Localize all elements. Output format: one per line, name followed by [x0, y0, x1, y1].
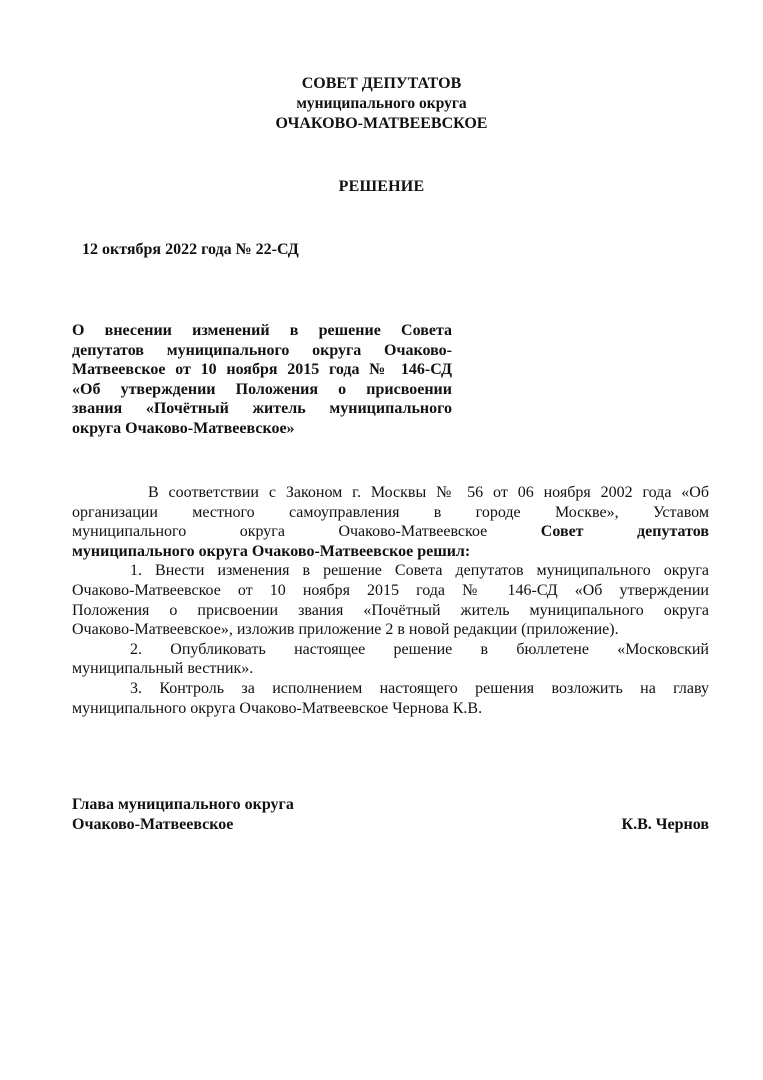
signatory-name: К.В. Чернов: [621, 816, 709, 833]
document-type: РЕШЕНИЕ: [338, 178, 425, 195]
subject-line: «Об утверждении Положения о присвоении: [72, 380, 452, 398]
item1-line: Очаково-Матвеевское», изложив приложение 2 в новой редакции (приложение).: [72, 621, 619, 639]
item1-line: Положения о присвоении звания «Почётный житель муниципального округа: [72, 601, 709, 619]
item1-line: 1. Внести изменения в решение Совета депутатов муниципального округа: [130, 562, 709, 580]
preamble-line: В соответствии с Законом г. Москвы № 56 от 06 ноября 2002 года «Об: [148, 484, 709, 501]
item2-line: муниципальный вестник».: [72, 660, 254, 678]
district-name: ОЧАКОВО-МАТВЕЕВСКОЕ: [275, 115, 488, 132]
subject-line: звания «Почётный житель муниципального: [72, 400, 452, 417]
item1-line: Очаково-Матвеевское от 10 ноября 2015 года № 146-СД «Об утверждении: [72, 581, 709, 599]
subject-line: депутатов муниципального округа Очаково-: [72, 341, 452, 359]
subject-line: округа Очаково-Матвеевское»: [72, 419, 295, 437]
district-subtitle: муниципального округа: [296, 95, 467, 112]
preamble-bold-text: Совет депутатов: [540, 523, 709, 541]
subject-line: О внесении изменений в решение Совета: [72, 322, 452, 339]
preamble-line: организации местного самоуправления в городе Москве», Уставом: [72, 503, 709, 521]
preamble-line: [72, 522, 709, 542]
preamble-line: [72, 542, 709, 562]
item3-line: муниципального округа Очаково-Матвеевское Чернова К.В.: [72, 699, 483, 717]
signatory-position: Глава муниципального округа: [72, 796, 294, 813]
decision-subject: [72, 321, 452, 438]
council-title: СОВЕТ ДЕПУТАТОВ: [301, 75, 462, 92]
document-header: [0, 74, 763, 134]
item2-line: 2. Опубликовать настоящее решение в бюллетене «Московский: [130, 640, 709, 658]
preamble-text: муниципального округа Очаково-Матвеевское: [72, 523, 488, 541]
preamble-bold-text: муниципального округа Очаково-Матвеевское решил:: [72, 542, 471, 560]
subject-line: Матвеевское от 10 ноября 2015 года № 146-СД: [72, 361, 452, 378]
signatory-district: Очаково-Матвеевское: [72, 816, 234, 833]
signature-block: [72, 795, 709, 835]
document-date-number: 12 октября 2022 года № 22-СД: [82, 241, 299, 258]
decision-body: [72, 483, 709, 718]
item3-line: 3. Контроль за исполнением настоящего решения возложить на главу: [130, 679, 709, 697]
